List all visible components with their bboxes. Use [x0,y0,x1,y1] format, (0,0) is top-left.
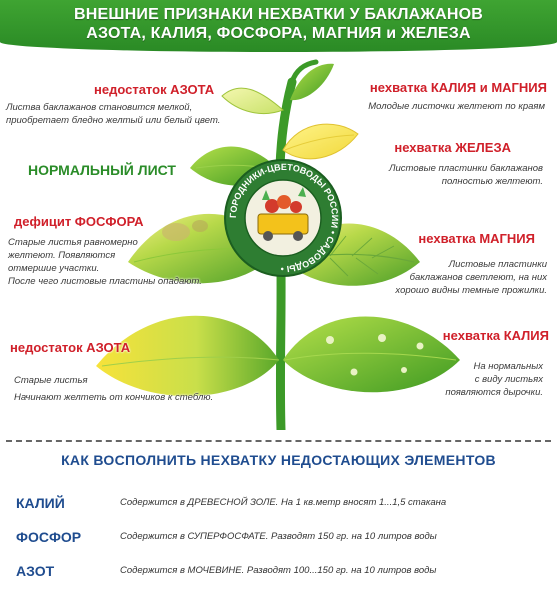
desc-line: На нормальных [473,361,543,372]
remedy-element-desc: Содержится в ДРЕВЕСНОЙ ЗОЛЕ. На 1 кв.метр вносят 1...1,5 стакана [120,497,447,508]
desc-line: После чего листовые пластины опадают. [8,276,202,287]
remedy-row [0,493,557,515]
desc-line: Листовые пластинки баклажанов [388,163,543,174]
desc-line: приобретает бледно желтый или белый цвет. [6,115,221,126]
desc-line: отмершие участки. [8,263,100,274]
desc-potassium-magnesium [368,100,545,113]
header-title-line-1: ВНЕШНИЕ ПРИЗНАКИ НЕХВАТКИ У БАКЛАЖАНОВ [73,6,483,23]
desc-line: Листва баклажанов становится мелкой, [6,102,193,113]
desc-line: Листовые пластинки [448,259,547,270]
label-nitrogen-top: недостаток АЗОТА [94,82,215,97]
desc-line: баклажанов светлеют, на них [409,272,547,283]
desc-line: Молодые листочки желтеют по краям [368,101,545,112]
desc-nitrogen-bottom [14,374,213,404]
desc-nitrogen-top [6,101,220,127]
remedy-row [0,527,557,549]
remedy-element-desc: Содержится в СУПЕРФОСФАТЕ. Разводят 150 гр. на 10 литров воды [120,531,437,542]
desc-phosphorus [8,236,202,288]
desc-line: Старые листья [14,375,88,386]
remedy-element-desc: Содержится в МОЧЕВИНЕ. Разводят 100...150 гр. на 10 литров воды [120,565,437,576]
desc-line: с виду листьях [474,374,543,385]
label-potassium-magnesium: нехватка КАЛИЯ и МАГНИЯ [369,80,547,95]
leaf-iron-yellow [283,124,358,159]
section-divider [6,440,551,442]
desc-magnesium [395,258,547,297]
desc-line: желтеют. Появляются [8,250,116,261]
remedy-element-name: ФОСФОР [16,529,82,545]
desc-line: Начинают желтеть от кончиков к стеблю. [14,392,214,403]
header-title-line-2: АЗОТА, КАЛИЯ, ФОСФОРА, МАГНИЯ и ЖЕЛЕЗА [86,25,471,42]
seal-ring-text [224,158,344,278]
desc-line: полностью желтеют. [441,176,543,187]
remedy-element-name: КАЛИЙ [16,495,65,511]
desc-iron [389,162,543,188]
seal-ring-label: ГОРОДНИКИ-ЦВЕТОВОДЫ РОССИИ • САДОВОДЫ • [227,161,341,275]
desc-line: хорошо видны темные прожилки. [395,285,547,296]
label-magnesium: нехватка МАГНИЯ [418,231,535,246]
label-phosphorus: дефицит ФОСФОРА [14,214,144,229]
svg-text:ГОРОДНИКИ-ЦВЕТОВОДЫ РОССИИ • С [228,162,340,274]
leaf-pale-top [222,64,334,114]
label-iron: нехватка ЖЕЛЕЗА [394,140,511,155]
desc-line: Старые листья равномерно [8,237,138,248]
desc-potassium [445,360,543,399]
label-normal-leaf: НОРМАЛЬНЫЙ ЛИСТ [28,162,176,178]
label-potassium: нехватка КАЛИЯ [442,328,549,343]
label-nitrogen-bottom: недостаток АЗОТА [10,340,131,355]
remedy-element-name: АЗОТ [16,563,55,579]
remedies-title: КАК ВОСПОЛНИТЬ НЕХВАТКУ НЕДОСТАЮЩИХ ЭЛЕМЕНТОВ [61,452,496,468]
leaf-potassium-holes [283,316,460,392]
remedy-row [0,561,557,583]
desc-line: появляются дырочки. [445,387,543,398]
